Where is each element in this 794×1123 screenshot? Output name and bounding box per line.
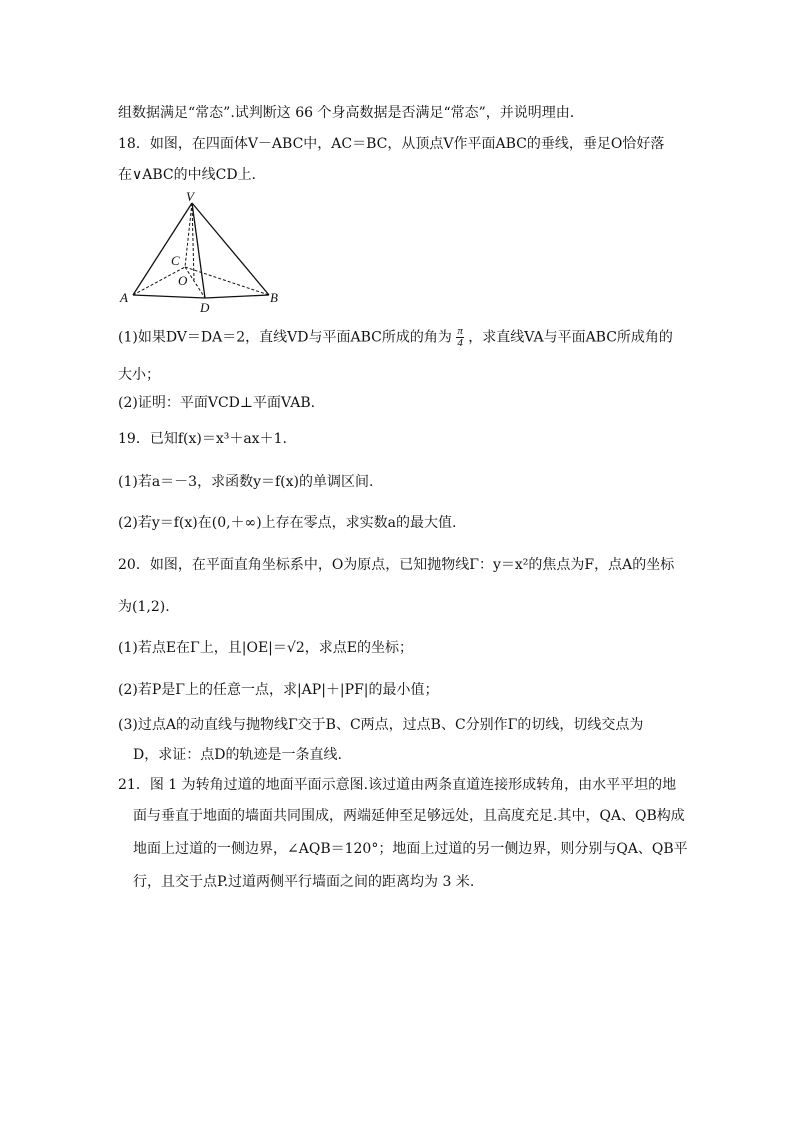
problem-20-part3: (3)过点A的动直线与抛物线Γ交于B、C两点，过点B、C分别作Γ的切线，切线交点为	[118, 717, 644, 733]
problem-21-stem: 21．图 1 为转角过道的地面平面示意图.该过道由两条直道连接形成转角，由水平平坦的地	[118, 777, 677, 793]
problem-20-part2: (2)若P是Γ上的任意一点，求|AP|＋|PF|的最小值；	[118, 682, 439, 698]
tetrahedron-figure	[118, 188, 298, 320]
label-d: D	[200, 300, 210, 315]
frac-denominator: 4	[457, 337, 463, 349]
problem-18-stem: 18．如图，在四面体V－ABC中，AC＝BC，从顶点V作平面ABC的垂线，垂足O恰好落	[118, 136, 665, 152]
text-line: D，求证：点D的轨迹是一条直线.	[133, 747, 342, 763]
fraction-pi-over-4	[456, 326, 464, 349]
problem-19-stem: 19．已知f(x)＝x³＋ax＋1.	[118, 431, 287, 447]
part1-text-a: (1)如果DV＝DA＝2，直线VD与平面ABC所成的角为	[118, 329, 452, 346]
part1-text-b: ，求直线VA与平面ABC所成角的	[468, 329, 673, 346]
text-line: 为(1,2).	[118, 599, 170, 615]
text-line: 大小；	[118, 367, 160, 383]
problem-20-part1: (1)若点E在Γ上，且|OE|＝√2，求点E的坐标；	[118, 640, 413, 656]
problem-18-part1	[118, 326, 694, 349]
text-line: 在∨ABC的中线CD上.	[118, 167, 257, 183]
problem-19-part2: (2)若y＝f(x)在(0,＋∞)上存在零点，求实数a的最大值.	[118, 515, 457, 531]
problem-18-part2: (2)证明：平面VCD⊥平面VAB.	[118, 395, 316, 411]
text-line: 行，且交于点P.过道两侧平行墙面之间的距离均为 3 米.	[133, 874, 475, 890]
problem-20-stem: 20．如图，在平面直角坐标系中，O为原点，已知抛物线Γ：y＝x²的焦点为F，点A的坐标	[118, 557, 675, 573]
text-line: 面与垂直于地面的墙面共同围成，两端延伸至足够远处，且高度充足.其中，QA、QB构成	[133, 808, 685, 824]
frac-numerator: π	[457, 325, 463, 337]
label-a: A	[120, 290, 128, 305]
text-line: 地面上过道的一侧边界，∠AQB＝120°；地面上过道的另一侧边界，则分别与QA、QB平	[133, 841, 688, 857]
label-b: B	[270, 290, 278, 305]
label-c: C	[171, 253, 180, 268]
label-o: O	[178, 273, 188, 288]
text-line: 组数据满足“常态”.试判断这 66 个身高数据是否满足“常态”，并说明理由.	[118, 105, 575, 121]
label-v: V	[186, 189, 194, 204]
problem-19-part1: (1)若a＝－3，求函数y＝f(x)的单调区间.	[118, 474, 374, 490]
